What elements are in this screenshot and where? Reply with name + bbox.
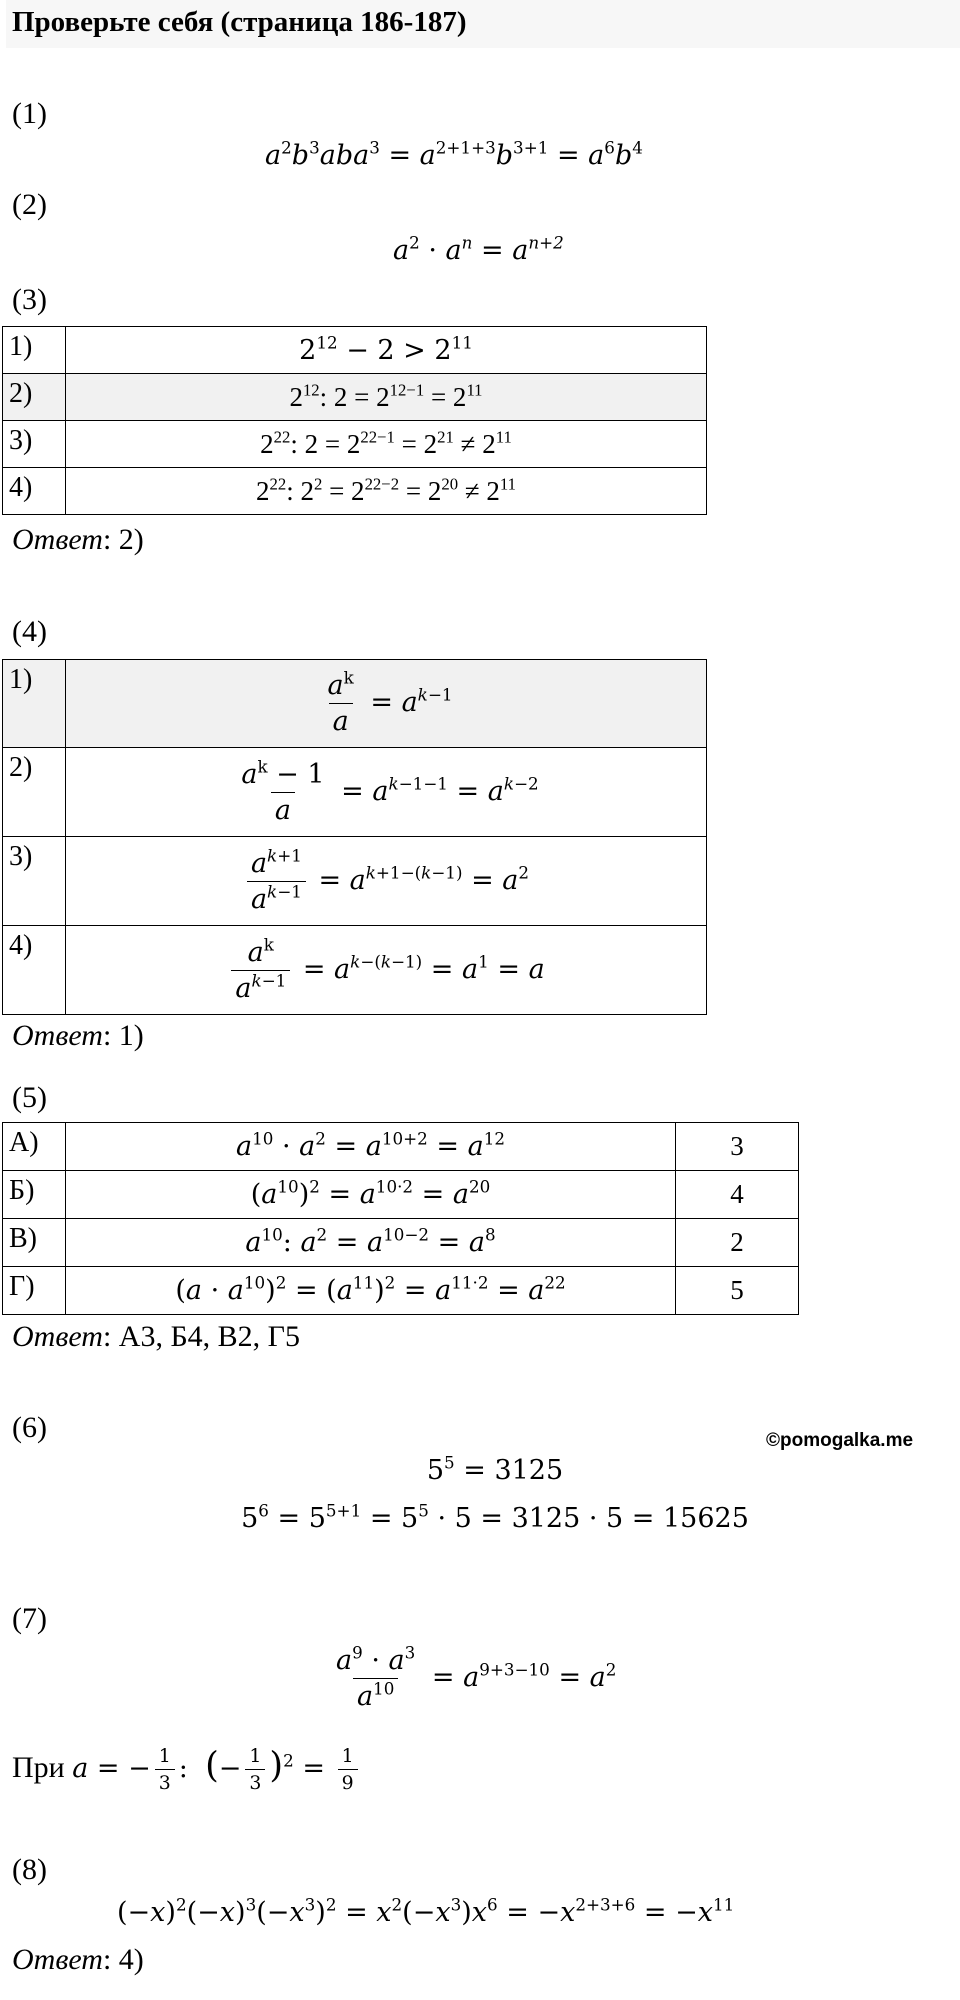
row-formula: $2^{22}$: $2 = 2^{22-1} = 2^{21} \ne 2^{11}$ xyxy=(66,421,707,468)
table-row xyxy=(3,837,707,926)
table-row xyxy=(3,1171,799,1219)
row-formula: $(a \cdot a^{10})^2 = (a^{11})^2 = a^{11\cdot 2} = a^{22}$ xyxy=(66,1267,676,1315)
row-label: 1) xyxy=(3,660,66,748)
section-4-number: (4) xyxy=(12,615,47,648)
section-1-equation: $a^2b^3aba^3 = a^{2+1+3}b^{3+1} = a^6b^4$ xyxy=(265,137,643,171)
section-8-answer: Ответ: 4) xyxy=(12,1943,144,1976)
table-row xyxy=(3,468,707,515)
section-6-number: (6) xyxy=(12,1411,47,1444)
section-3-number: (3) xyxy=(12,283,47,316)
row-formula: $\frac{a^k}{a^{k-1}}$ = $a^{k-(k-1)} = a^1 = a$ xyxy=(66,926,707,1015)
section-5-number: (5) xyxy=(12,1081,47,1114)
table-row xyxy=(3,660,707,748)
row-formula: $2^{12}$: $2 = 2^{12-1} = 2^{11}$ xyxy=(66,374,707,421)
table-row xyxy=(3,1123,799,1171)
row-match: 3 xyxy=(676,1123,799,1171)
row-label: 3) xyxy=(3,837,66,926)
row-label: 2) xyxy=(3,374,66,421)
page-title: Проверьте себя (страница 186-187) xyxy=(12,6,467,38)
section-8-equation: $(-x)^2(-x)^3(-x^3)^2 = x^2(-x^3)x^6 = -x^{2+3+6} = -x^{11}$ xyxy=(117,1894,735,1928)
row-formula: $a^{10}$: $a^2 = a^{10-2} = a^8$ xyxy=(66,1219,676,1267)
row-match: 4 xyxy=(676,1171,799,1219)
row-label: В) xyxy=(3,1219,66,1267)
section-5-table xyxy=(2,1122,799,1315)
section-4-table xyxy=(2,659,707,1015)
table-row xyxy=(3,1267,799,1315)
row-label: 4) xyxy=(3,468,66,515)
section-5-answer: Ответ: А3, Б4, В2, Г5 xyxy=(12,1320,301,1353)
section-6-equation-1: $5^5 = 3125$ xyxy=(426,1452,564,1486)
table-row xyxy=(3,1219,799,1267)
row-label: 4) xyxy=(3,926,66,1015)
section-7-equation: $\frac{a^9 \cdot a^3}{a^{10}}$ = $a^{9+3-10} = a^2$ xyxy=(336,1642,617,1712)
section-1-number: (1) xyxy=(12,97,47,130)
section-7-substitution: При a = − $\frac{1}{3}$ : (− $\frac{1}{3}$ )$^2$ = $\frac{1}{9}$ xyxy=(12,1745,362,1794)
section-7-number: (7) xyxy=(12,1602,47,1635)
section-3-table xyxy=(2,326,707,515)
section-3-answer: Ответ: 2) xyxy=(12,523,144,556)
section-8-number: (8) xyxy=(12,1853,47,1886)
row-label: А) xyxy=(3,1123,66,1171)
section-4-answer: Ответ: 1) xyxy=(12,1019,144,1052)
table-row xyxy=(3,327,707,374)
table-row xyxy=(3,421,707,468)
row-match: 2 xyxy=(676,1219,799,1267)
row-label: 3) xyxy=(3,421,66,468)
row-formula: $2^{12} - 2 > 2^{11}$ xyxy=(66,327,707,374)
row-label: 2) xyxy=(3,748,66,837)
row-label: 1) xyxy=(3,327,66,374)
section-2-equation: $a^2 \cdot a^n = a^{n+2}$ xyxy=(393,232,564,266)
section-6-equation-2: $5^6 = 5^{5+1} = 5^5 \cdot 5 = 3125 \cdot 5 = 15625$ xyxy=(241,1500,749,1534)
row-formula: $2^{22}$: $2^2 = 2^{22-2} = 2^{20} \ne 2^{11}$ xyxy=(66,468,707,515)
section-2-number: (2) xyxy=(12,188,47,221)
row-formula: $\frac{a^k - 1}{a}$ = $a^{k-1-1} = a^{k-2}$ xyxy=(66,748,707,837)
row-formula: $\frac{a^k}{a}$ = $a^{k-1}$ xyxy=(66,660,707,748)
row-formula: $\frac{a^{k+1}}{a^{k-1}}$ = $a^{k+1-(k-1)} = a^2$ xyxy=(66,837,707,926)
row-formula: $a^{10} \cdot a^2 = a^{10+2} = a^{12}$ xyxy=(66,1123,676,1171)
row-formula: $(a^{10})^2 = a^{10\cdot 2} = a^{20}$ xyxy=(66,1171,676,1219)
table-row xyxy=(3,926,707,1015)
row-label: Г) xyxy=(3,1267,66,1315)
watermark: ©pomogalka.me xyxy=(766,1430,914,1451)
table-row xyxy=(3,748,707,837)
row-label: Б) xyxy=(3,1171,66,1219)
table-row xyxy=(3,374,707,421)
row-match: 5 xyxy=(676,1267,799,1315)
